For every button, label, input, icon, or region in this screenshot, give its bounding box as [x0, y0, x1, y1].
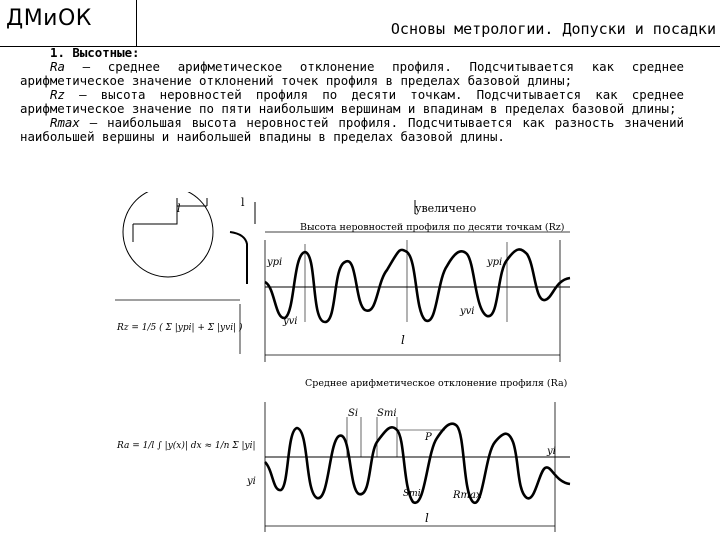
- ra-paragraph: [20, 60, 684, 88]
- label-yi-left: yi: [247, 476, 256, 487]
- label-l-marker: l: [241, 196, 245, 209]
- label-yp-right: ypi: [487, 257, 503, 268]
- label-magnified: увеличено: [415, 202, 477, 215]
- rz-chart-title: Высота неровностей профиля по десяти точкам (Rz): [300, 222, 565, 233]
- label-smi: Smi: [377, 408, 397, 419]
- detail-outline: [133, 206, 207, 242]
- label-yp-left: ypi: [267, 257, 283, 268]
- rz-text: – высота неровностей профиля по десяти точкам. Подсчитывается как среднее арифметическое значение по пяти наибольшим вершинам и впадинам в пределах базовой длины;: [20, 87, 684, 116]
- label-si: Si: [348, 408, 359, 419]
- rmax-symbol: Rmax: [50, 115, 80, 130]
- label-p: P: [425, 432, 432, 443]
- magnified-detail: [123, 192, 255, 284]
- part-edge: [230, 232, 247, 284]
- rz-symbol: Rz: [50, 87, 65, 102]
- detail-circle: [123, 192, 213, 277]
- ra-profile-chart: [265, 402, 570, 532]
- rz-profile-chart: [265, 232, 570, 362]
- slide-title: Основы метрологии. Допуски и посадки: [390, 20, 716, 38]
- label-l-ra: l: [425, 511, 429, 525]
- slide-body: [20, 46, 684, 144]
- brand-label: ДМиОК: [6, 6, 92, 31]
- label-rmax: Rmax: [453, 490, 482, 501]
- rz-paragraph: [20, 88, 684, 116]
- label-yi-right: yi: [547, 446, 556, 457]
- label-l-detail: l: [177, 202, 181, 215]
- ra-text: – среднее арифметическое отклонение профиля. Подсчитывается как среднее арифметическое значение отклонений точек профиля в пределах базовой длины;: [20, 59, 684, 88]
- section-heading: 1. Высотные:: [50, 45, 140, 60]
- label-l-rz: l: [401, 333, 405, 347]
- ra-symbol: Ra: [50, 59, 65, 74]
- rz-formula-text: Rz = 1/5 ( Σ |ypi| + Σ |yvi| ): [117, 323, 243, 333]
- label-yv-right: yvi: [460, 306, 475, 317]
- roughness-figure: [115, 192, 575, 537]
- rz-profile-curve: [265, 249, 570, 322]
- rmax-paragraph: [20, 116, 684, 144]
- label-smi-lower: Smi: [403, 489, 421, 499]
- ra-chart-title: Среднее арифметическое отклонение профиля (Ra): [305, 378, 568, 389]
- rmax-text: – наибольшая высота неровностей профиля. Подсчитывается как разность значений наибольшей вершины и наибольшей впадины в пределах базовой длины.: [20, 115, 684, 144]
- header-divider: [136, 0, 137, 46]
- label-yv-left: yvi: [283, 316, 298, 327]
- ra-formula-text: Ra = 1/l ∫ |y(x)| dx ≈ 1/n Σ |yi|: [117, 441, 256, 451]
